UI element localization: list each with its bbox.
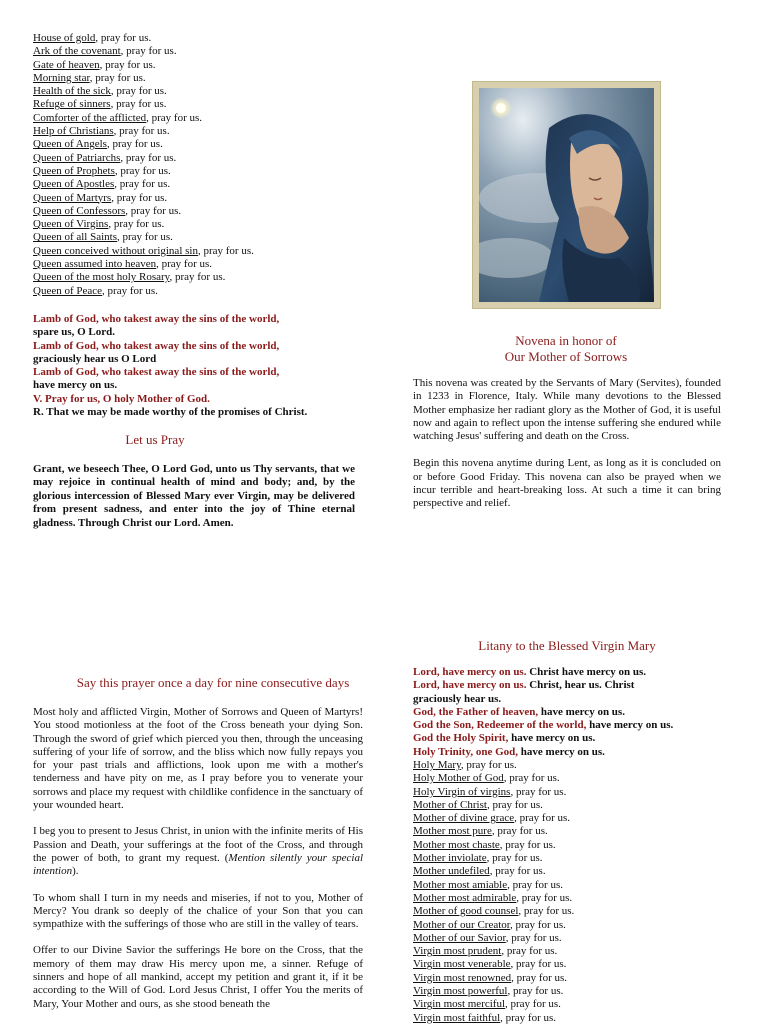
- novena-intro-paragraph-1: This novena was created by the Servants of Mary (Servites), founded in 1233 in Florence, Italy. While many devotions to the Blessed Mother emphasize her radiant glory as the Mother of God, it is useful now and again to reflect upon the intense suffering she endured while watching Jesus' suffering and death on the Cross.: [413, 377, 721, 443]
- litany-response: , pray for us.: [510, 958, 567, 971]
- litany-item: [413, 958, 723, 971]
- invocation-call: Holy Trinity, one God,: [413, 745, 519, 758]
- litany-response: , pray for us.: [114, 164, 171, 177]
- litany-item: [33, 85, 353, 98]
- invocation-response: have mercy on us.: [508, 732, 596, 745]
- invocation-response: graciously hear us.: [413, 692, 502, 705]
- litany-response: , pray for us.: [501, 945, 558, 958]
- invocation-line: [413, 732, 723, 745]
- litany-response: , pray for us.: [156, 258, 213, 271]
- litany-item: [33, 192, 353, 205]
- invocation-call: Lord, have mercy on us.: [413, 666, 527, 678]
- litany-title: Queen of Apostles: [33, 178, 115, 191]
- litany-response: , pray for us.: [505, 998, 561, 1011]
- lamb-line: have mercy on us.: [33, 379, 118, 392]
- litany-title: Health of the sick: [33, 85, 111, 98]
- lamb-line: spare us, O Lord.: [33, 326, 116, 339]
- litany-title: Virgin most prudent: [413, 945, 502, 958]
- litany-item: [33, 178, 353, 191]
- litany-item: [413, 1012, 723, 1025]
- litany-item: [413, 985, 723, 998]
- litany-title: House of gold: [33, 32, 96, 44]
- litany-response: , pray for us.: [516, 891, 573, 904]
- invocation-response: have mercy on us.: [518, 745, 605, 758]
- litany-item: [33, 245, 353, 258]
- litany-item: [413, 945, 723, 958]
- litany-response: , pray for us.: [507, 878, 563, 891]
- invocation-line: [413, 746, 723, 759]
- litany-response: , pray for us.: [499, 838, 556, 851]
- litany-item: [413, 825, 723, 838]
- litany-title: Mother most admirable: [413, 891, 517, 904]
- litany-item: [33, 258, 353, 271]
- litany-item: [413, 919, 723, 932]
- litany-item: [33, 98, 353, 111]
- lamb-line: Lamb of God, who takest away the sins of the world,: [33, 313, 280, 325]
- litany-title: Queen conceived without original sin: [33, 244, 198, 257]
- invocation-line: [413, 706, 723, 719]
- litany-title: Ark of the covenant: [33, 45, 121, 58]
- mother-of-sorrows-picture: [472, 81, 661, 309]
- daily-prayer-paragraph-1: Most holy and afflicted Virgin, Mother of Sorrows and Queen of Martyrs! You stood motionless at the foot of the Cross beneath your dying Son. Through the sword of grief which pierced you then, through the unceasing suffering of your life of sorrow, and the bliss which now fully repays you for your past trials and afflictions, look upon me with a mother's tenderness and have pity on me, as I pray before you to venerate your sorrows and place my request with childlike confidence in the sanctuary of your wounded heart.: [33, 706, 363, 812]
- litany-item: [413, 786, 723, 799]
- litany-item: [33, 72, 353, 85]
- litany-item: [413, 879, 723, 892]
- lamb-line: graciously hear us O Lord: [33, 352, 157, 365]
- litany-title: Mother inviolate: [413, 852, 487, 865]
- lamb-line: Lamb of God, who takest away the sins of the world,: [33, 366, 280, 379]
- litany-title: Mother of good counsel: [413, 905, 519, 918]
- closing-prayer: Grant, we beseech Thee, O Lord God, unto us Thy servants, that we may rejoice in continual health of mind and body; and, by the glorious intercession of Blessed Mary ever Virgin, may be delivered from present sadness, and enter into the joy of Thine eternal gladness. Through Christ our Lord. Amen.: [33, 463, 355, 529]
- litany-response: , pray for us.: [108, 218, 165, 231]
- litany-response: , pray for us.: [117, 231, 173, 244]
- litany-item: [413, 972, 723, 985]
- litany-response: , pray for us.: [114, 178, 171, 191]
- invocation-response: have mercy on us.: [586, 719, 674, 732]
- litany-heading: Litany to the Blessed Virgin Mary: [478, 638, 656, 653]
- litany-item: [413, 865, 723, 878]
- litany-response: , pray for us.: [507, 985, 564, 998]
- litany-response: , pray for us.: [505, 931, 562, 944]
- litany-title: Mother most pure: [413, 825, 492, 838]
- invocation-line: [413, 719, 723, 732]
- litany-title: Queen of Angels: [33, 138, 107, 151]
- lamb-line: R. That we may be made worthy of the promises of Christ.: [33, 406, 308, 419]
- litany-item: [33, 125, 353, 138]
- litany-item: [33, 112, 353, 125]
- litany-title: Virgin most powerful: [413, 985, 508, 998]
- litany-title: Queen of Confessors: [33, 204, 126, 217]
- litany-title: Holy Mary: [413, 759, 461, 771]
- litany-response: , pray for us.: [489, 865, 546, 878]
- litany-item: [33, 32, 353, 45]
- litany-title: Virgin most venerable: [413, 958, 511, 971]
- daily-prayer-paragraph-2: I beg you to present to Jesus Christ, in union with the infinite merits of His Passion and Death, your sufferings at the foot of the Cross, and through the power of both, to grant my request. (Mention silently your special intention).: [33, 825, 364, 878]
- litany-title: Queen of Peace: [33, 284, 103, 297]
- litany-response: , pray for us.: [120, 151, 177, 164]
- litany-item: [33, 231, 353, 244]
- invocation-line: [413, 679, 723, 692]
- litany-title: Virgin most faithful: [413, 1011, 501, 1024]
- litany-response: , pray for us.: [491, 825, 548, 838]
- litany-title: Morning star: [33, 71, 90, 84]
- litany-item: [413, 799, 723, 812]
- litany-invocations: [413, 666, 723, 759]
- litany-item: [413, 839, 723, 852]
- litany-item: [33, 271, 353, 284]
- litany-item: [33, 165, 353, 178]
- litany-response: , pray for us.: [503, 772, 560, 785]
- daily-prayer-paragraph-3: To whom shall I turn in my needs and miseries, if not to you, Mother of Mercy? You drank so deeply of the chalice of your Son that you can sympathize with the sufferings of those who are still in the valley of tears.: [33, 891, 363, 931]
- litany-response: , pray for us.: [169, 271, 226, 284]
- litany-response: , pray for us.: [460, 759, 517, 771]
- invocation-call: God the Holy Spirit,: [413, 732, 509, 745]
- novena-intro: [413, 377, 721, 511]
- litany-item: [413, 892, 723, 905]
- litany-item: [413, 905, 723, 918]
- litany-title: Mother of divine grace: [413, 812, 515, 825]
- litany-response: , pray for us.: [518, 905, 575, 918]
- litany-title: Holy Mother of God: [413, 772, 504, 785]
- lamb-line: Lamb of God, who takest away the sins of the world,: [33, 339, 280, 352]
- litany-response: , pray for us.: [113, 125, 170, 138]
- litany-response: , pray for us.: [110, 85, 167, 98]
- litany-response: , pray for us.: [197, 244, 254, 257]
- litany-response: , pray for us.: [120, 45, 177, 58]
- litany-title: Refuge of sinners: [33, 98, 111, 111]
- litany-item: [33, 59, 353, 72]
- litany-title: Mother of our Creator: [413, 918, 511, 931]
- litany-item: [33, 138, 353, 151]
- litany-item: [413, 852, 723, 865]
- litany-title: Virgin most merciful: [413, 998, 506, 1011]
- litany-response: , pray for us.: [486, 852, 543, 865]
- invocation-call: God the Son, Redeemer of the world,: [413, 719, 587, 732]
- litany-item: [413, 998, 723, 1011]
- invocation-response: Christ, hear us. Christ: [526, 679, 635, 692]
- litany-item: [33, 285, 353, 298]
- litany-title: Queen assumed into heaven: [33, 258, 157, 271]
- litany-title: Queen of Virgins: [33, 218, 109, 231]
- daily-prayer-heading: Say this prayer once a day for nine consecutive days: [76, 675, 350, 690]
- daily-prayer-text: [33, 706, 363, 1011]
- litany-response: , pray for us.: [99, 58, 156, 71]
- litany-item: [33, 45, 353, 58]
- litany-title: Mother of Christ: [413, 798, 487, 811]
- left-litany-list: [33, 32, 353, 298]
- special-intention-note: Mention silently your special intention: [33, 851, 364, 878]
- litany-response: , pray for us.: [511, 971, 568, 984]
- invocation-response: have mercy on us.: [538, 705, 625, 718]
- invocation-call: Lord, have mercy on us.: [413, 679, 527, 692]
- litany-title: Gate of heaven: [33, 58, 100, 71]
- lamb-line: V. Pray for us, O holy Mother of God.: [33, 392, 210, 405]
- litany-title: Mother undefiled: [413, 865, 490, 878]
- litany-item: [413, 759, 723, 772]
- litany-response: , pray for us.: [106, 138, 163, 151]
- litany-response: , pray for us.: [486, 798, 543, 811]
- novena-title: Novena in honor of Our Mother of Sorrows: [504, 333, 628, 364]
- let-us-pray-heading: Let us Pray: [125, 432, 185, 447]
- litany-item: [413, 772, 723, 785]
- novena-intro-paragraph-2: Begin this novena anytime during Lent, as long as it is concluded on or before Good Friday. This novena can also be prayed when we incur terrible and heart-breaking loss. At such a time it can bring perspective and relief.: [413, 457, 721, 510]
- litany-title: Holy Virgin of virgins: [413, 785, 511, 798]
- litany-response: , pray for us.: [510, 918, 566, 931]
- litany-title: Help of Christians: [33, 125, 114, 138]
- litany-item: [33, 205, 353, 218]
- litany-response: , pray for us.: [500, 1011, 557, 1024]
- litany-response: , pray for us.: [102, 284, 158, 297]
- litany-response: , pray for us.: [146, 111, 203, 124]
- litany-title: Queen of Martyrs: [33, 191, 112, 204]
- invocation-response: Christ have mercy on us.: [526, 666, 647, 678]
- litany-response: , pray for us.: [110, 98, 167, 111]
- invocation-call: God, the Father of heaven,: [413, 705, 539, 718]
- litany-item: [33, 218, 353, 231]
- lamb-of-god-block: [33, 313, 363, 419]
- litany-title: Virgin most renowned: [413, 971, 512, 984]
- litany-response: , pray for us.: [510, 785, 567, 798]
- invocation-line: [413, 693, 723, 706]
- litany-title: Queen of all Saints: [33, 231, 118, 244]
- litany-response: , pray for us.: [125, 204, 182, 217]
- litany-item: [413, 812, 723, 825]
- litany-title: Mother most amiable: [413, 878, 508, 891]
- litany-item: [33, 152, 353, 165]
- litany-response: , pray for us.: [111, 191, 168, 204]
- litany-response: , pray for us.: [89, 71, 146, 84]
- litany-item: [413, 932, 723, 945]
- litany-title: Mother most chaste: [413, 838, 500, 851]
- invocation-line: [413, 666, 723, 679]
- litany-title: Queen of Patriarchs: [33, 151, 121, 164]
- litany-response: , pray for us.: [514, 812, 571, 825]
- litany-title: Queen of Prophets: [33, 164, 115, 177]
- madonna-image: [479, 88, 654, 302]
- litany-title: Mother of our Savior: [413, 931, 506, 944]
- daily-prayer-paragraph-4: Offer to our Divine Savior the sufferings He bore on the Cross, that the memory of them may draw His mercy upon me, a sinner. Refuge of sinners and hope of all mankind, accept my petition and grant it, if it be according to the Will of God. Lord Jesus Christ, I offer You the merits of Mary, Your Mother and ours, as she stood beneath the: [33, 944, 363, 1010]
- litany-title: Queen of the most holy Rosary: [33, 271, 170, 284]
- litany-response: , pray for us.: [95, 32, 152, 44]
- right-litany-list: [413, 759, 723, 1025]
- litany-title: Comforter of the afflicted: [33, 111, 147, 124]
